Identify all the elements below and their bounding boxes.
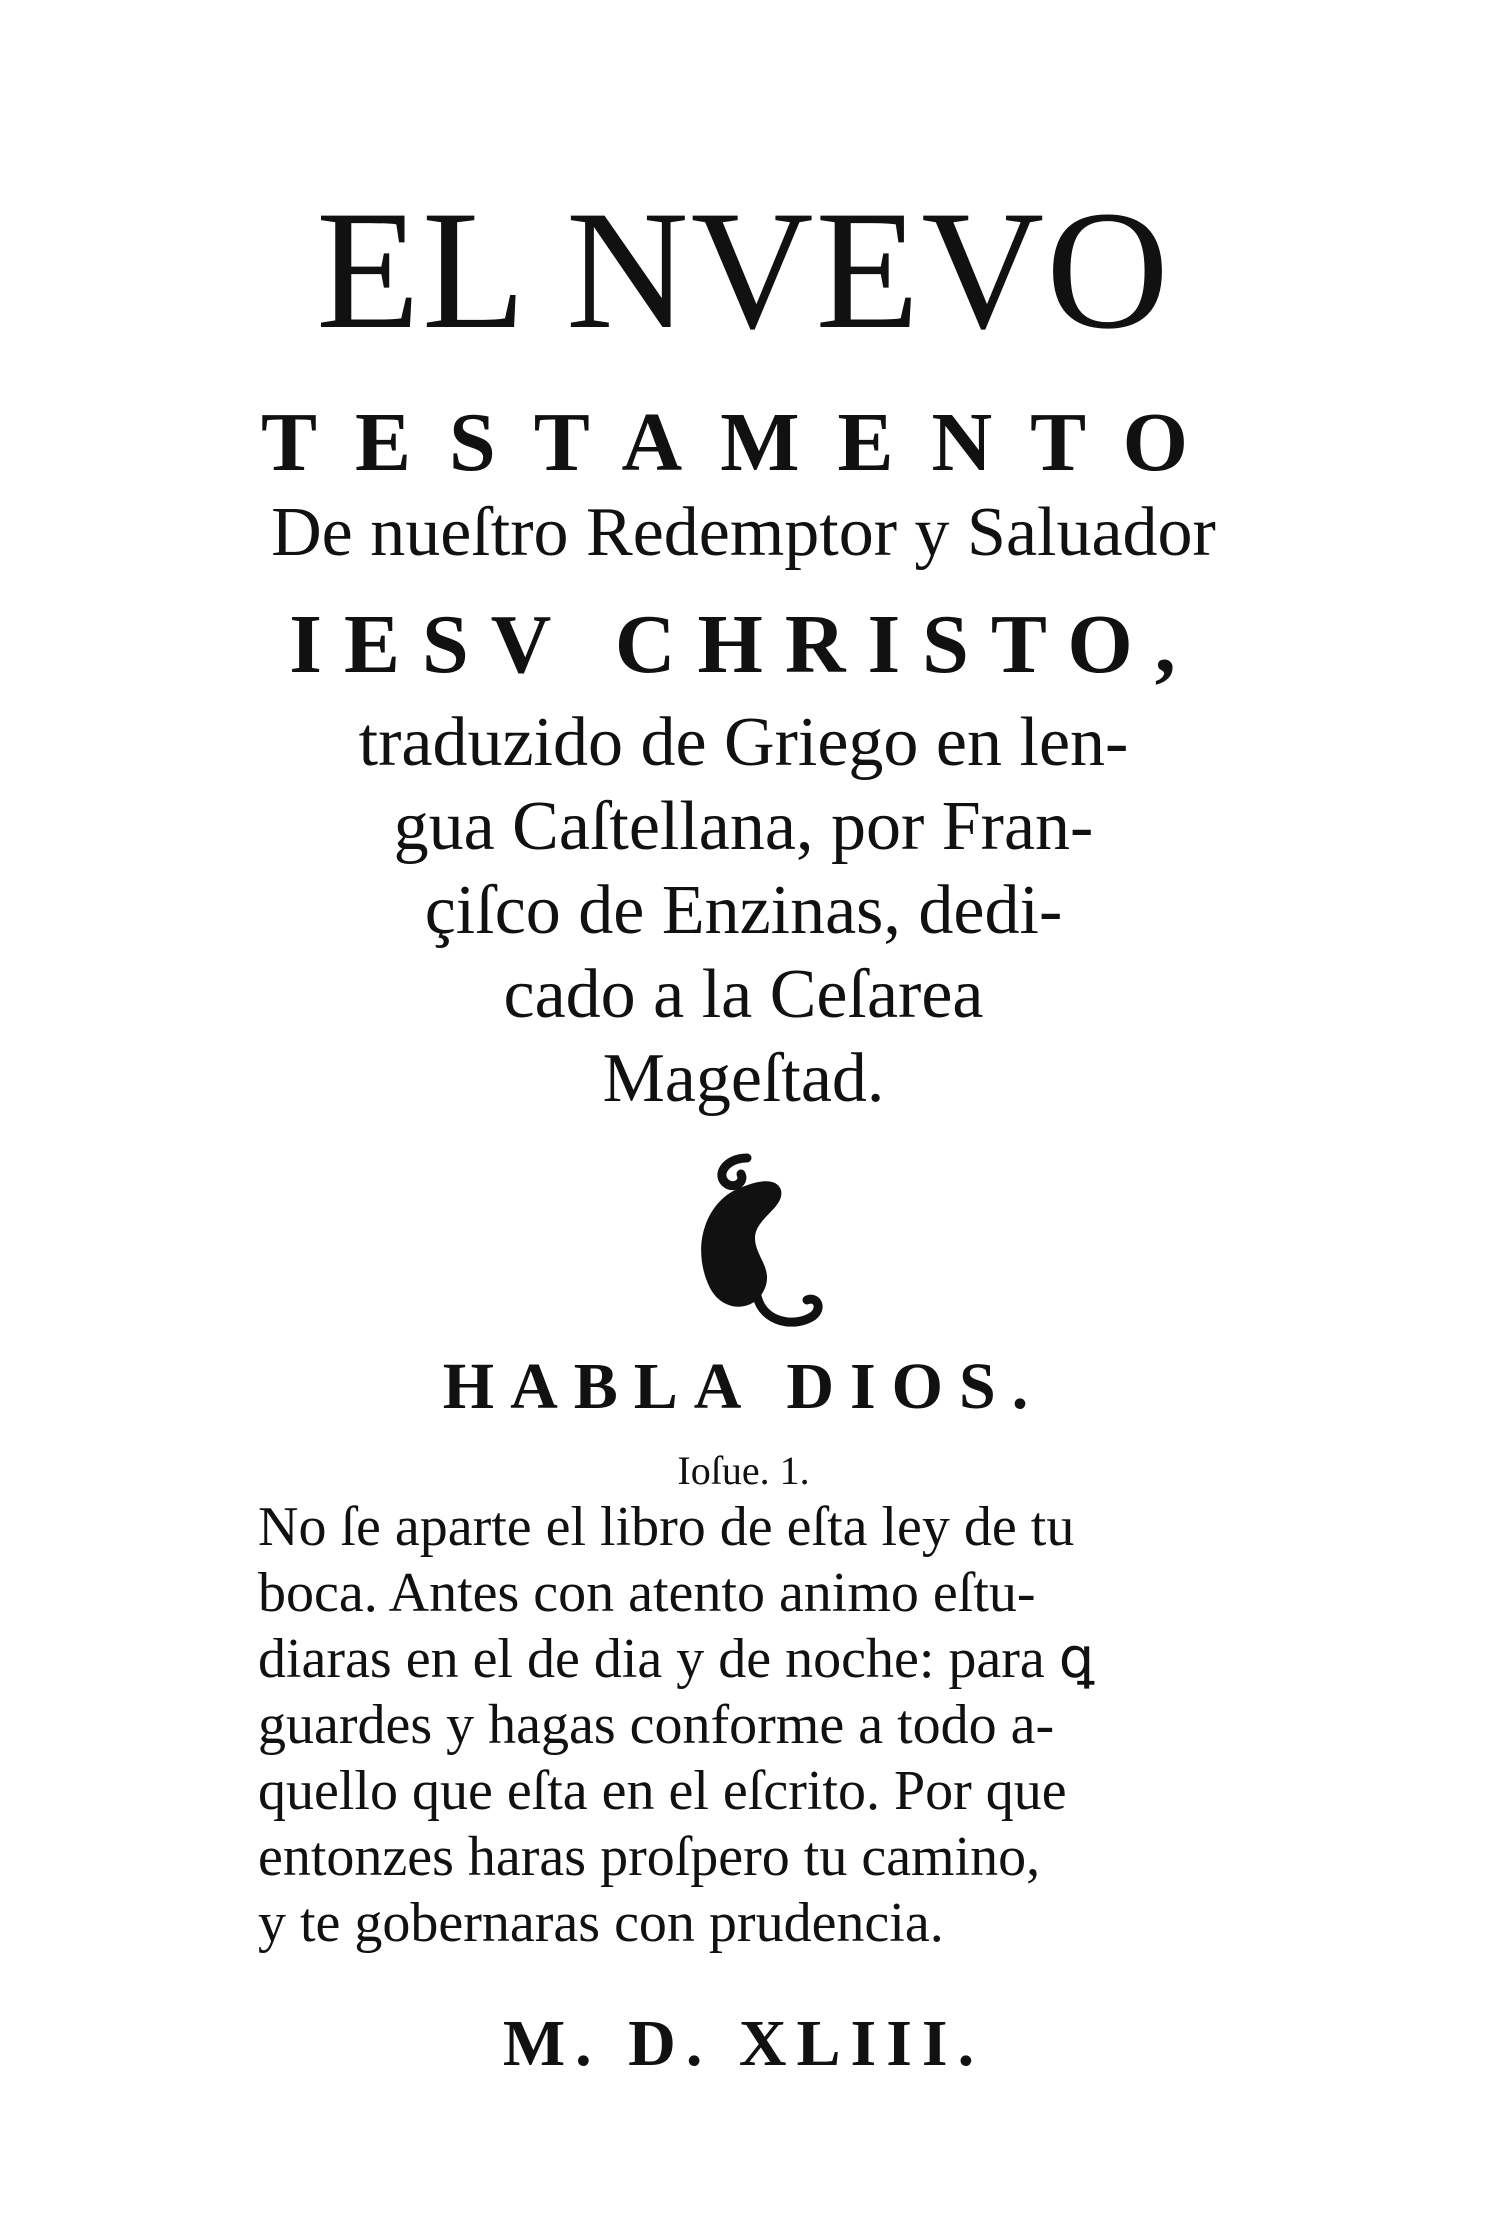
subtitle-line: De nueſtro Redemptor y Saluador (271, 494, 1216, 571)
verse-line: diaras en el de dia y de noche: para ꝗ (258, 1628, 1095, 1690)
publication-year: M. D. XLIII. (502, 2007, 985, 2080)
motto: HABLA DIOS. (442, 1350, 1045, 1423)
translation-line: cado a la Ceſarea (503, 956, 984, 1033)
scripture-reference: Ioſue. 1. (677, 1448, 810, 1493)
verse-line: entonzes haras proſpero tu camino, (258, 1826, 1041, 1888)
subtitle-caps: TESTAMENTO (260, 396, 1227, 489)
verse-line: quello que eſta en el eſcrito. Por que (258, 1760, 1067, 1822)
translation-line: traduzido de Griego en len- (358, 704, 1129, 781)
translation-line: Mageſtad. (602, 1040, 885, 1117)
translation-line: gua Caſtellana, por Fran- (393, 788, 1094, 865)
verse-line: y te gobernaras con prudencia. (258, 1892, 944, 1954)
verse-line: No ſe aparte el libro de eſta ley de tu (258, 1496, 1075, 1558)
verse-line: boca. Antes con atento animo eſtu- (258, 1562, 1036, 1624)
translation-line: çiſco de Enzinas, dedi- (424, 872, 1063, 949)
name-line: IESV CHRISTO, (289, 598, 1198, 691)
book-title: EL NVEVO (316, 176, 1171, 364)
printer-fleuron-icon (685, 1148, 825, 1338)
verse-line: guardes y hagas conforme a todo a- (258, 1694, 1055, 1756)
